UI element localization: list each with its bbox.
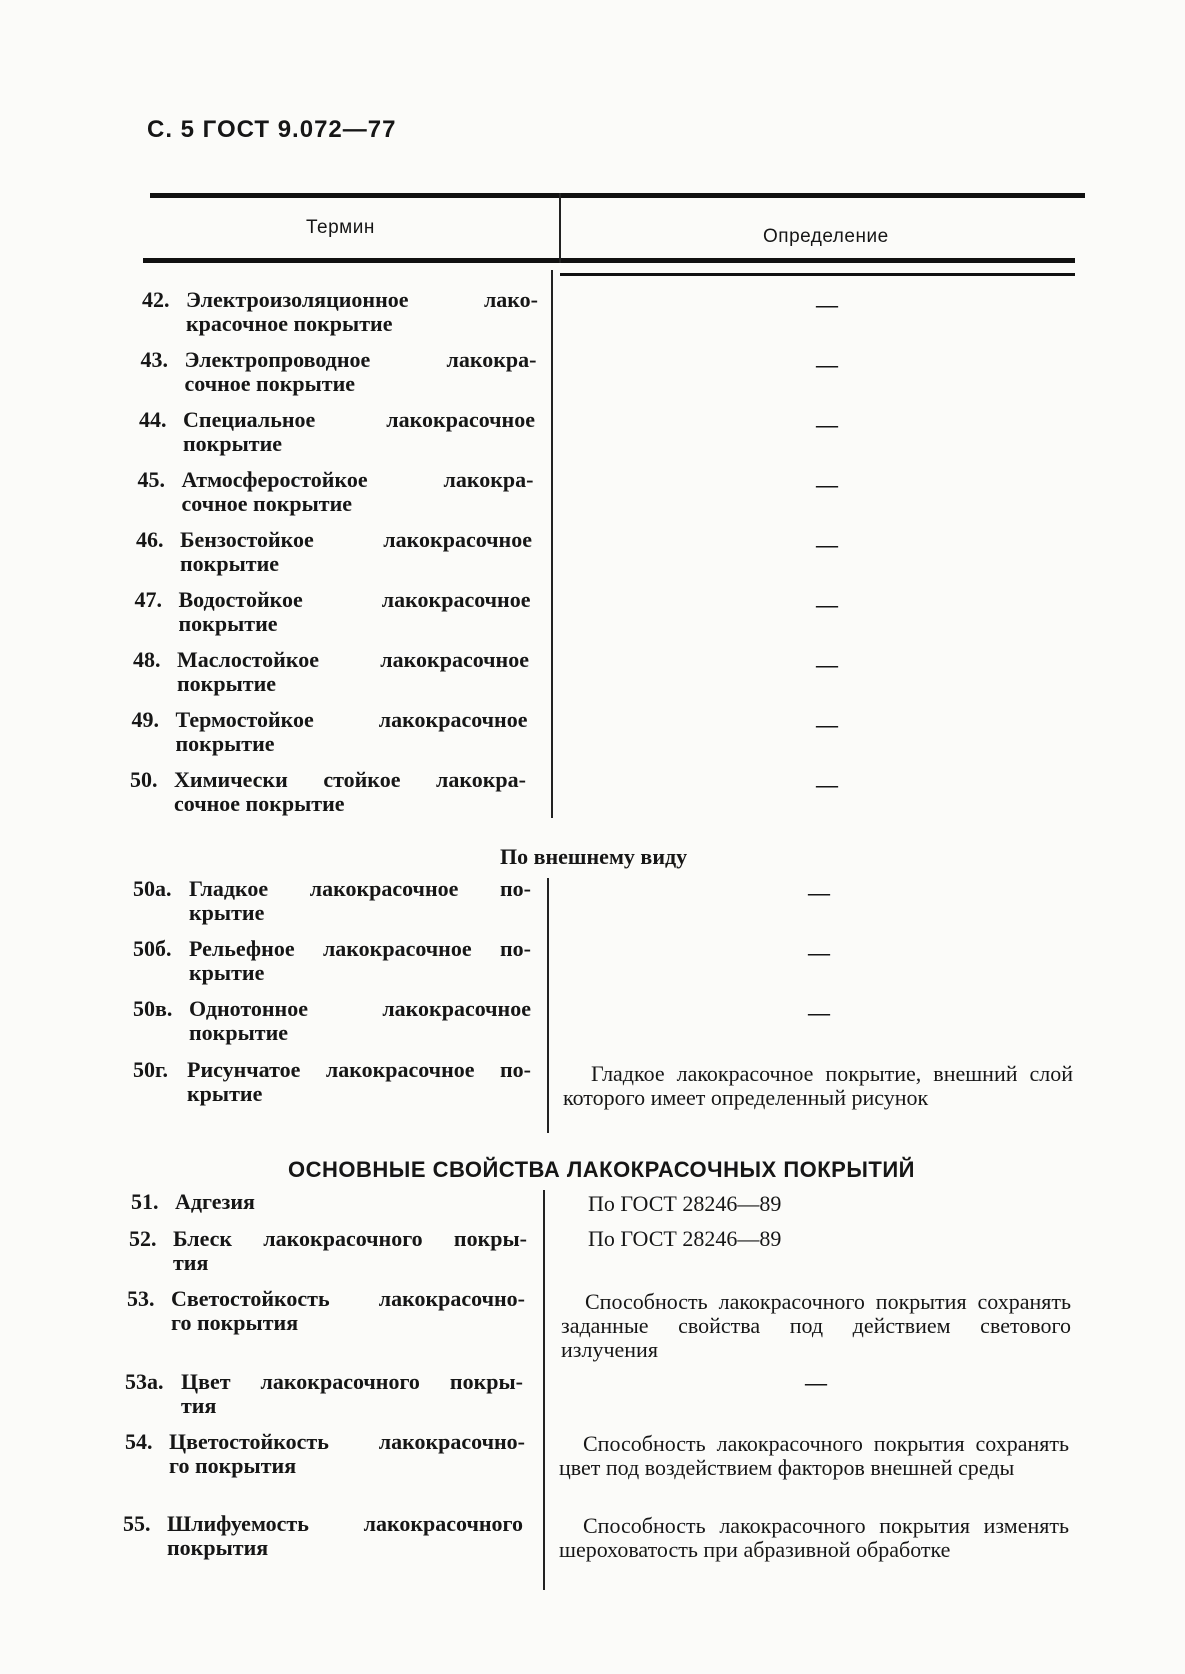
term-line-1: Химически стойкое лакокра- bbox=[174, 767, 526, 792]
definition-dash: — bbox=[808, 880, 830, 905]
column-separator bbox=[543, 1190, 545, 1590]
column-header-term: Термин bbox=[306, 217, 375, 238]
definition-text: Способность лакокрасочного покрытия сохранять заданные свойства под действием светового излучения bbox=[561, 1289, 1071, 1362]
term-text bbox=[189, 937, 531, 985]
term-entry bbox=[133, 996, 531, 1045]
term-line-1: Цветостойкость лакокрасочно- bbox=[169, 1429, 525, 1454]
term-number: 54. bbox=[125, 1429, 153, 1454]
term-line-2: покрытие bbox=[177, 671, 277, 696]
term-entry bbox=[123, 1511, 523, 1560]
term-number: 46. bbox=[136, 527, 164, 552]
definition-dash: — bbox=[816, 712, 838, 737]
term-number: 42. bbox=[142, 287, 170, 312]
column-separator bbox=[559, 193, 561, 263]
term-number: 52. bbox=[129, 1226, 157, 1251]
definition-text: Способность лакокрасочного покрытия сохранять цвет под воздействием факторов внешней среды bbox=[559, 1431, 1069, 1480]
term-text bbox=[173, 1227, 527, 1275]
term-line-2: крытие bbox=[187, 1081, 263, 1106]
term-line-1: Электроизоляционное лако- bbox=[186, 287, 538, 312]
term-line-2: сочное покрытие bbox=[181, 491, 353, 516]
term-text bbox=[167, 1512, 523, 1560]
term-number: 50а. bbox=[133, 876, 172, 901]
term-number: 53. bbox=[127, 1286, 155, 1311]
term-line-2: крытие bbox=[189, 960, 265, 985]
definition-dash: — bbox=[805, 1370, 827, 1395]
term-entry bbox=[140, 347, 537, 396]
term-line-2: го покрытия bbox=[169, 1453, 297, 1478]
term-line-2: сочное покрытие bbox=[184, 371, 356, 396]
term-text bbox=[187, 1058, 531, 1106]
definition-dash: — bbox=[816, 532, 838, 557]
term-entry bbox=[133, 936, 531, 985]
definition-text: По ГОСТ 28246—89 bbox=[588, 1191, 782, 1216]
term-number: 50б. bbox=[133, 936, 172, 961]
term-text bbox=[185, 348, 537, 396]
term-line-1: Бензостойкое лакокрасочное bbox=[180, 527, 532, 552]
term-entry bbox=[133, 1057, 531, 1106]
term-entry bbox=[125, 1429, 525, 1478]
definition-text: По ГОСТ 28246—89 bbox=[588, 1226, 782, 1251]
term-number: 43. bbox=[140, 347, 168, 372]
term-line-2: покрытие bbox=[178, 611, 278, 636]
term-text bbox=[177, 648, 529, 696]
term-text bbox=[169, 1430, 525, 1478]
term-number: 44. bbox=[139, 407, 167, 432]
column-header-definition: Определение bbox=[763, 226, 889, 247]
term-text bbox=[175, 1190, 527, 1214]
term-line-2: покрытие bbox=[189, 1020, 289, 1045]
term-line-1: Рельефное лакокрасочное по- bbox=[189, 936, 531, 961]
term-number: 45. bbox=[137, 467, 165, 492]
term-number: 49. bbox=[131, 707, 159, 732]
term-number: 53а. bbox=[125, 1369, 164, 1394]
term-entry bbox=[136, 527, 532, 576]
term-text bbox=[189, 877, 531, 925]
term-line-2: тия bbox=[173, 1250, 209, 1275]
definition-dash: — bbox=[816, 772, 838, 797]
term-line-2: го покрытия bbox=[171, 1310, 299, 1335]
page-header: С. 5 ГОСТ 9.072—77 bbox=[147, 116, 397, 143]
section-heading-properties: ОСНОВНЫЕ СВОЙСТВА ЛАКОКРАСОЧНЫХ ПОКРЫТИЙ bbox=[288, 1157, 915, 1182]
term-text bbox=[189, 997, 531, 1045]
term-line-1: Маслостойкое лакокрасочное bbox=[177, 647, 529, 672]
header-bottom-rule bbox=[143, 258, 1075, 263]
column-separator bbox=[547, 878, 549, 1133]
definition-text: Гладкое лакокрасочное покрытие, внешний слой которого имеет определенный рисунок bbox=[563, 1061, 1073, 1110]
term-entry bbox=[133, 647, 529, 696]
term-entry bbox=[131, 1190, 527, 1214]
definition-dash: — bbox=[816, 592, 838, 617]
term-line-1: Блеск лакокрасочного покры- bbox=[173, 1226, 527, 1251]
term-entry bbox=[134, 587, 531, 636]
term-line-1: Светостойкость лакокрасочно- bbox=[171, 1286, 525, 1311]
term-line-1: Термостойкое лакокрасочное bbox=[175, 707, 528, 732]
table-top-rule bbox=[150, 193, 1085, 198]
term-line-2: покрытие bbox=[180, 551, 280, 576]
term-text bbox=[171, 1287, 525, 1335]
term-line-1: Цвет лакокрасочного покры- bbox=[181, 1369, 523, 1394]
definition-dash: — bbox=[816, 412, 838, 437]
definition-dash: — bbox=[816, 292, 838, 317]
term-entry bbox=[142, 287, 538, 336]
definition-text: Способность лакокрасочного покрытия изменять шероховатость при абразивной обработке bbox=[559, 1513, 1069, 1562]
section-heading-appearance: По внешнему виду bbox=[500, 844, 688, 869]
term-entry bbox=[137, 467, 534, 516]
term-entry bbox=[133, 876, 531, 925]
term-line-2: тия bbox=[181, 1393, 217, 1418]
term-line-1: Водостойкое лакокрасочное bbox=[178, 587, 531, 612]
term-text bbox=[176, 708, 528, 756]
term-line-2: крытие bbox=[189, 900, 265, 925]
term-number: 50г. bbox=[133, 1057, 169, 1082]
term-line-1: Шлифуемость лакокрасочного bbox=[167, 1511, 523, 1536]
definition-dash: — bbox=[816, 472, 838, 497]
definition-dash: — bbox=[816, 652, 838, 677]
term-line-1: Электропроводное лакокра- bbox=[184, 347, 537, 372]
term-entry bbox=[125, 1369, 523, 1418]
term-text bbox=[174, 768, 526, 816]
term-number: 55. bbox=[123, 1511, 151, 1536]
term-number: 50в. bbox=[133, 996, 173, 1021]
definition-dash: — bbox=[808, 940, 830, 965]
header-bottom-rule-2 bbox=[560, 273, 1075, 276]
column-separator bbox=[551, 270, 553, 818]
definition-dash: — bbox=[808, 1000, 830, 1025]
term-line-2: сочное покрытие bbox=[174, 791, 345, 816]
term-text bbox=[183, 408, 535, 456]
term-line-1: Атмосферостойкое лакокра- bbox=[181, 467, 534, 492]
term-line-1: Адгезия bbox=[175, 1189, 255, 1214]
term-entry bbox=[131, 707, 528, 756]
term-line-1: Однотонное лакокрасочное bbox=[189, 996, 531, 1021]
term-number: 47. bbox=[134, 587, 162, 612]
term-line-1: Гладкое лакокрасочное по- bbox=[189, 876, 531, 901]
term-entry bbox=[139, 407, 535, 456]
term-entry bbox=[129, 1226, 527, 1275]
term-number: 51. bbox=[131, 1189, 159, 1214]
term-line-2: покрытие bbox=[183, 431, 283, 456]
term-line-2: красочное покрытие bbox=[186, 311, 393, 336]
term-line-2: покрытия bbox=[167, 1535, 269, 1560]
term-number: 48. bbox=[133, 647, 161, 672]
term-text bbox=[180, 528, 532, 576]
term-line-1: Рисунчатое лакокрасочное по- bbox=[187, 1057, 531, 1082]
term-text bbox=[181, 1370, 523, 1418]
term-line-2: покрытие bbox=[175, 731, 275, 756]
definition-dash: — bbox=[816, 352, 838, 377]
term-text bbox=[186, 288, 538, 336]
term-text bbox=[182, 468, 534, 516]
term-entry bbox=[130, 767, 526, 816]
term-entry bbox=[127, 1286, 525, 1335]
term-number: 50. bbox=[130, 767, 158, 792]
term-line-1: Специальное лакокрасочное bbox=[183, 407, 535, 432]
term-text bbox=[179, 588, 531, 636]
